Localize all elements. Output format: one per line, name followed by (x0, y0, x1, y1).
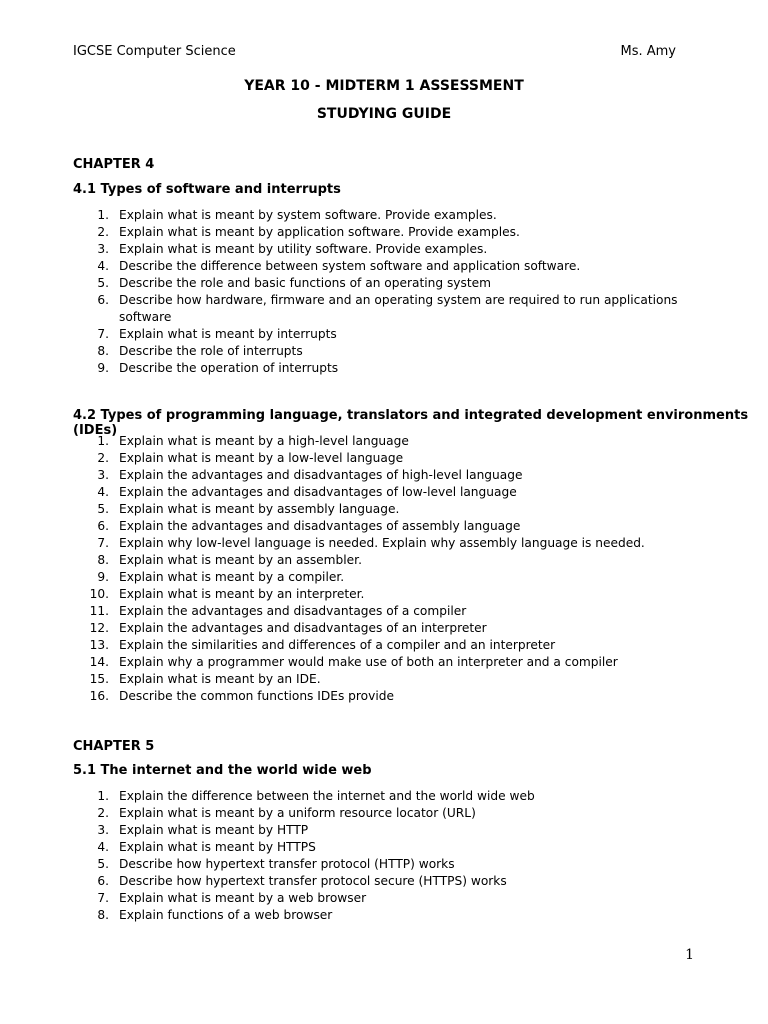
list-item (73, 241, 693, 258)
list-item (73, 258, 693, 275)
list-item-number: 7. (97, 891, 109, 905)
list-item (73, 637, 693, 654)
list-item-number: 1. (97, 434, 109, 448)
list-item-number: 8. (97, 344, 109, 358)
list-item-text: Explain the advantages and disadvantages of low-level language (119, 485, 517, 499)
list-item (73, 552, 693, 569)
chapter-heading: CHAPTER 5 (73, 739, 155, 754)
list-item (73, 224, 693, 241)
list-item-text: Explain what is meant by HTTPS (119, 840, 316, 854)
list-item (73, 450, 693, 467)
list-item-text: Explain what is meant by a web browser (119, 891, 367, 905)
list-item-text: Explain what is meant by an IDE. (119, 672, 321, 686)
list-item-number: 3. (97, 468, 109, 482)
list-item-number: 1. (97, 789, 109, 803)
list-item-text: Explain the advantages and disadvantages of an interpreter (119, 621, 487, 635)
list-item-text: Explain what is meant by system software. Provide examples. (119, 208, 497, 222)
list-item-number: 9. (97, 570, 109, 584)
list-item (73, 433, 693, 450)
list-item (73, 654, 693, 671)
list-item-text: Explain the similarities and differences of a compiler and an interpreter (119, 638, 556, 652)
list-item-text: Explain what is meant by a compiler. (119, 570, 345, 584)
list-item-text: Explain what is meant by utility software. Provide examples. (119, 242, 488, 256)
list-item (73, 873, 693, 890)
list-item-text: Describe the role and basic functions of an operating system (119, 276, 492, 290)
list-item (73, 856, 693, 873)
list-item-text: Explain what is meant by application software. Provide examples. (119, 225, 520, 239)
list-item-number: 8. (97, 908, 109, 922)
list-item-number: 16. (89, 689, 109, 703)
list-item-number: 1. (97, 208, 109, 222)
list-item (73, 292, 693, 326)
list-item-text: Explain what is meant by an interpreter. (119, 587, 365, 601)
list-item-text: Explain what is meant by a high-level language (119, 434, 409, 448)
list-item-text: Describe how hypertext transfer protocol secure (HTTPS) works (119, 874, 507, 888)
list-item-number: 5. (97, 276, 109, 290)
list-item-text: Explain functions of a web browser (119, 908, 333, 922)
list-item-text: Explain what is meant by interrupts (119, 327, 337, 341)
list-item (73, 518, 693, 535)
list-item (73, 822, 693, 839)
list-item (73, 890, 693, 907)
list-item-number: 2. (97, 225, 109, 239)
document-title: YEAR 10 - MIDTERM 1 ASSESSMENT (244, 78, 524, 94)
section-heading: 4.1 Types of software and interrupts (73, 182, 341, 197)
list-item (73, 603, 693, 620)
list-item-number: 15. (89, 672, 109, 686)
list-item-number: 5. (97, 502, 109, 516)
list-item-number: 13. (89, 638, 109, 652)
list-item (73, 484, 693, 501)
list-item (73, 360, 693, 377)
list-item (73, 326, 693, 343)
list-item-text: Explain why a programmer would make use of both an interpreter and a compiler (119, 655, 618, 669)
list-item (73, 907, 693, 924)
list-item-number: 11. (89, 604, 109, 618)
list-item (73, 688, 693, 705)
header-course: IGCSE Computer Science (73, 44, 236, 59)
list-item-text: Explain the advantages and disadvantages of a compiler (119, 604, 467, 618)
list-item-number: 3. (97, 242, 109, 256)
list-item-number: 6. (97, 519, 109, 533)
list-item-text: Explain the advantages and disadvantages of high-level language (119, 468, 523, 482)
list-item-text: Explain why low-level language is needed. Explain why assembly language is needed. (119, 536, 645, 550)
chapter-heading: CHAPTER 4 (73, 157, 155, 172)
question-list (73, 433, 693, 705)
list-item (73, 501, 693, 518)
list-item (73, 839, 693, 856)
list-item-number: 5. (97, 857, 109, 871)
page-number: 1 (685, 947, 694, 963)
list-item-number: 2. (97, 451, 109, 465)
list-item-text: Describe the role of interrupts (119, 344, 303, 358)
list-item (73, 620, 693, 637)
question-list (73, 788, 693, 924)
list-item (73, 805, 693, 822)
list-item-text: Describe the operation of interrupts (119, 361, 339, 375)
list-item-text: Explain what is meant by an assembler. (119, 553, 362, 567)
list-item-text: Explain the difference between the internet and the world wide web (119, 789, 535, 803)
list-item-number: 6. (97, 293, 109, 307)
list-item (73, 788, 693, 805)
list-item-text: Describe how hardware, firmware and an operating system are required to run applications software (119, 293, 678, 324)
list-item-text: Explain what is meant by a uniform resource locator (URL) (119, 806, 476, 820)
list-item-number: 4. (97, 259, 109, 273)
list-item-number: 4. (97, 840, 109, 854)
document-subtitle: STUDYING GUIDE (316, 106, 452, 122)
list-item-number: 12. (89, 621, 109, 635)
list-item (73, 535, 693, 552)
list-item-text: Describe how hypertext transfer protocol (HTTP) works (119, 857, 455, 871)
list-item (73, 343, 693, 360)
list-item-number: 4. (97, 485, 109, 499)
list-item-number: 7. (97, 327, 109, 341)
list-item-number: 14. (89, 655, 109, 669)
list-item-text: Explain the advantages and disadvantages of assembly language (119, 519, 521, 533)
list-item-number: 2. (97, 806, 109, 820)
list-item (73, 586, 693, 603)
list-item (73, 467, 693, 484)
list-item (73, 275, 693, 292)
list-item-text: Explain what is meant by a low-level language (119, 451, 404, 465)
list-item (73, 671, 693, 688)
list-item-text: Explain what is meant by assembly language. (119, 502, 400, 516)
list-item-number: 8. (97, 553, 109, 567)
list-item-number: 3. (97, 823, 109, 837)
list-item-text: Describe the common functions IDEs provide (119, 689, 394, 703)
list-item-number: 6. (97, 874, 109, 888)
list-item (73, 207, 693, 224)
section-heading: 5.1 The internet and the world wide web (73, 763, 372, 778)
list-item-number: 10. (89, 587, 109, 601)
list-item-number: 9. (97, 361, 109, 375)
list-item-number: 7. (97, 536, 109, 550)
question-list (73, 207, 693, 377)
header-teacher: Ms. Amy (620, 44, 676, 59)
list-item-text: Describe the difference between system software and application software. (119, 259, 581, 273)
list-item-text: Explain what is meant by HTTP (119, 823, 309, 837)
list-item (73, 569, 693, 586)
section-heading: 4.2 Types of programming language, translators and integrated development environments (IDEs) (73, 408, 749, 438)
